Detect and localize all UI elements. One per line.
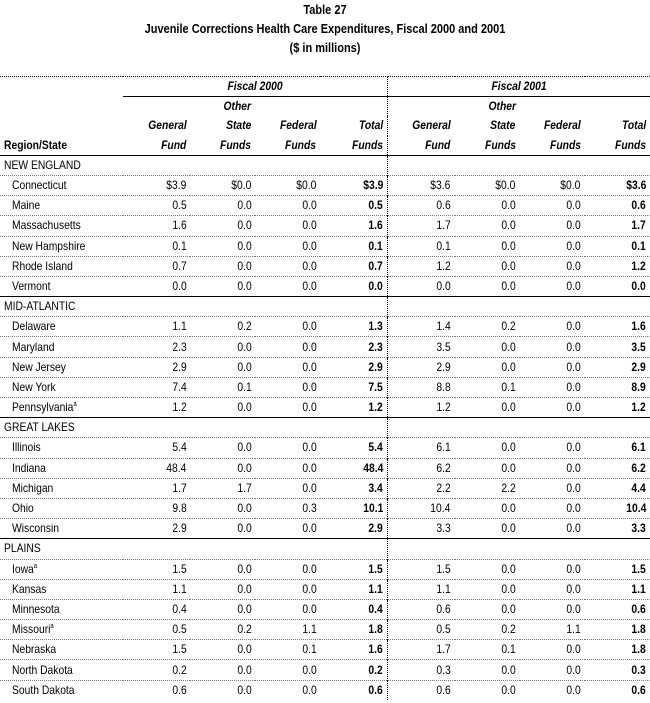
table-cell: 0.2 <box>190 620 255 640</box>
table-cell: 0.6 <box>123 680 190 700</box>
table-cell: 0.5 <box>388 620 455 640</box>
table-cell: 1.1 <box>123 317 190 337</box>
table-cell: 6.1 <box>585 438 650 458</box>
state-name: Massachusetts <box>12 218 81 233</box>
table-cell: 0.0 <box>255 438 320 458</box>
table-cell: 2.2 <box>388 478 455 498</box>
table-header: Fiscal 2000 Fiscal 2001 Other Other General State Federal Total General State Federal Total Region/State Fund Funds Funds Funds Fund Funds Funds Funds <box>0 77 650 156</box>
table-cell: 0.6 <box>388 599 455 619</box>
table-cell: 1.3 <box>320 317 387 337</box>
table-cell: 0.0 <box>520 640 585 660</box>
table-cell: 0.1 <box>190 377 255 397</box>
table-cell: 1.5 <box>388 559 455 579</box>
table-cell: 0.0 <box>190 216 255 236</box>
state-name: North Dakota <box>12 662 73 677</box>
table-cell: $3.9 <box>320 175 387 195</box>
table-row <box>0 620 650 640</box>
table-row <box>0 438 650 458</box>
table-cell: 0.0 <box>190 599 255 619</box>
table-cell: 0.0 <box>255 276 320 296</box>
table-cell: 2.9 <box>585 357 650 377</box>
table-cell: 0.0 <box>455 236 520 256</box>
table-cell: 0.1 <box>320 236 387 256</box>
table-cell: $3.6 <box>388 175 455 195</box>
table-title: Juvenile Corrections Health Care Expenditures, Fiscal 2000 and 2001 <box>144 22 506 36</box>
table-cell: 3.4 <box>320 478 387 498</box>
col-other-2001: Other <box>488 99 516 114</box>
table-cell: 4.4 <box>585 478 650 498</box>
table-cell: 1.2 <box>123 398 190 418</box>
table-row <box>0 579 650 599</box>
table-cell: $0.0 <box>255 175 320 195</box>
table-cell: 1.4 <box>388 317 455 337</box>
state-name: Michigan <box>12 480 54 495</box>
table-cell: 0.7 <box>123 256 190 276</box>
col-total-2001: Total <box>621 118 646 133</box>
table-row <box>0 498 650 518</box>
state-name: Wisconsin <box>12 521 60 536</box>
table-row <box>0 357 650 377</box>
table-cell: 0.0 <box>455 498 520 518</box>
table-cell: 0.6 <box>320 680 387 700</box>
table-cell: 0.0 <box>190 236 255 256</box>
table-cell: 2.9 <box>123 357 190 377</box>
table-cell: 0.2 <box>123 660 190 680</box>
table-cell: $3.9 <box>123 175 190 195</box>
table-cell: 0.0 <box>520 599 585 619</box>
table-cell: 1.6 <box>320 640 387 660</box>
state-name: Iowa <box>12 561 34 576</box>
table-cell: 10.1 <box>320 498 387 518</box>
table-row <box>0 478 650 498</box>
table-cell: 0.4 <box>123 599 190 619</box>
table-cell: 0.0 <box>255 377 320 397</box>
state-name: Connecticut <box>12 178 67 193</box>
table-cell: 0.0 <box>455 579 520 599</box>
table-cell: 1.5 <box>123 640 190 660</box>
table-row <box>0 276 650 296</box>
state-name: South Dakota <box>12 682 75 697</box>
table-row <box>0 559 650 579</box>
table-cell: 0.6 <box>388 680 455 700</box>
region-name: GREAT LAKES <box>4 420 75 435</box>
table-cell: 0.3 <box>255 498 320 518</box>
table-cell: 1.8 <box>585 620 650 640</box>
state-name: New Hampshire <box>12 238 86 253</box>
table-cell: 0.1 <box>255 640 320 660</box>
table-cell: 0.0 <box>123 276 190 296</box>
table-cell: $0.0 <box>520 175 585 195</box>
table-cell: 0.0 <box>255 660 320 680</box>
table-cell: 0.6 <box>585 599 650 619</box>
table-cell: 2.9 <box>123 519 190 539</box>
table-cell: 0.3 <box>388 660 455 680</box>
state-name: New Jersey <box>12 359 66 374</box>
table-cell: 10.4 <box>388 498 455 518</box>
table-cell: 0.5 <box>123 196 190 216</box>
col-other-2000: Other <box>223 99 252 114</box>
table-cell: 1.6 <box>585 317 650 337</box>
footnote-marker: a <box>73 401 77 409</box>
table-cell: 0.0 <box>255 478 320 498</box>
table-cell: 0.0 <box>190 337 255 357</box>
table-cell: 0.3 <box>585 660 650 680</box>
table-cell: 0.0 <box>255 216 320 236</box>
state-name: Minnesota <box>12 601 60 616</box>
table-cell: 0.0 <box>255 256 320 276</box>
expenditures-table <box>0 76 650 700</box>
table-cell: 0.0 <box>190 579 255 599</box>
table-cell: 0.0 <box>190 398 255 418</box>
table-cell: 0.1 <box>455 377 520 397</box>
table-cell: 0.0 <box>455 216 520 236</box>
table-cell: 48.4 <box>123 458 190 478</box>
table-cell: 0.0 <box>455 276 520 296</box>
col-federal-2001: Federal <box>544 118 581 133</box>
col-general-2000: General <box>147 118 187 133</box>
table-cell: 0.0 <box>255 680 320 700</box>
table-cell: 8.9 <box>585 377 650 397</box>
table-cell: 1.2 <box>388 398 455 418</box>
table-cell: 7.4 <box>123 377 190 397</box>
table-cell: 0.6 <box>388 196 455 216</box>
table-row <box>0 398 650 418</box>
region-name: MID-ATLANTIC <box>4 299 76 314</box>
table-cell: $3.6 <box>585 175 650 195</box>
table-cell: 0.0 <box>255 458 320 478</box>
table-cell: 2.9 <box>388 357 455 377</box>
table-cell: 6.2 <box>585 458 650 478</box>
state-name: Ohio <box>12 501 34 516</box>
table-cell: 1.7 <box>123 478 190 498</box>
state-name: Illinois <box>12 440 41 455</box>
table-cell: 0.0 <box>520 256 585 276</box>
table-cell: 0.0 <box>520 317 585 337</box>
state-name: Maryland <box>12 339 55 354</box>
table-cell: 1.1 <box>320 579 387 599</box>
table-cell: 0.0 <box>255 357 320 377</box>
table-cell: 48.4 <box>320 458 387 478</box>
table-cell: 0.0 <box>455 458 520 478</box>
table-cell: 10.4 <box>585 498 650 518</box>
table-cell: 0.1 <box>123 236 190 256</box>
table-cell: 0.0 <box>520 559 585 579</box>
region-name: NEW ENGLAND <box>4 157 81 172</box>
region-name: PLAINS <box>4 541 41 556</box>
table-cell: 0.0 <box>255 559 320 579</box>
table-cell: 0.0 <box>520 579 585 599</box>
col-state-2000: State <box>226 118 252 133</box>
table-body <box>0 155 650 700</box>
region-row <box>0 155 650 175</box>
table-cell: 0.0 <box>455 519 520 539</box>
table-cell: 3.5 <box>388 337 455 357</box>
table-cell: 9.8 <box>123 498 190 518</box>
table-cell: 0.0 <box>190 498 255 518</box>
table-row <box>0 256 650 276</box>
table-row <box>0 660 650 680</box>
table-cell: 0.0 <box>520 498 585 518</box>
table-cell: 0.0 <box>520 377 585 397</box>
table-cell: 2.3 <box>123 337 190 357</box>
table-cell: 1.5 <box>585 559 650 579</box>
table-cell: 0.0 <box>455 438 520 458</box>
table-cell: 2.9 <box>320 357 387 377</box>
table-cell: 3.3 <box>388 519 455 539</box>
table-cell: 0.0 <box>190 357 255 377</box>
table-cell: 5.4 <box>123 438 190 458</box>
table-cell: 6.1 <box>388 438 455 458</box>
state-name: Nebraska <box>12 642 57 657</box>
table-cell: 0.0 <box>455 599 520 619</box>
table-cell: 1.2 <box>388 256 455 276</box>
table-cell: 2.3 <box>320 337 387 357</box>
table-row <box>0 599 650 619</box>
table-cell: 1.1 <box>520 620 585 640</box>
region-row <box>0 418 650 438</box>
table-cell: 0.1 <box>388 236 455 256</box>
table-cell: 0.0 <box>520 196 585 216</box>
col-state-2001: State <box>490 118 516 133</box>
table-row <box>0 196 650 216</box>
table-row <box>0 680 650 700</box>
table-cell: 2.9 <box>320 519 387 539</box>
table-row <box>0 640 650 660</box>
table-cell: 0.2 <box>455 317 520 337</box>
table-cell: 1.8 <box>585 640 650 660</box>
table-cell: 0.0 <box>190 519 255 539</box>
table-cell: 0.0 <box>255 236 320 256</box>
table-cell: 1.2 <box>320 398 387 418</box>
table-cell: 1.1 <box>388 579 455 599</box>
table-cell: 0.0 <box>455 196 520 216</box>
fiscal-2000-header: Fiscal 2000 <box>123 77 387 97</box>
table-cell: 1.8 <box>320 620 387 640</box>
table-cell: 0.0 <box>190 660 255 680</box>
region-row <box>0 539 650 559</box>
table-cell: 1.1 <box>585 579 650 599</box>
table-cell: 1.6 <box>123 216 190 236</box>
state-name: Missouri <box>12 622 51 637</box>
table-cell: 0.0 <box>520 458 585 478</box>
state-name: Rhode Island <box>12 258 73 273</box>
table-cell: 1.6 <box>320 216 387 236</box>
table-cell: 0.0 <box>520 357 585 377</box>
col-region-state: Region/State <box>0 136 123 156</box>
table-row <box>0 337 650 357</box>
table-cell: 1.7 <box>388 216 455 236</box>
table-cell: 0.0 <box>520 680 585 700</box>
table-cell: 1.7 <box>585 216 650 236</box>
table-cell: 3.3 <box>585 519 650 539</box>
table-cell: 0.0 <box>520 236 585 256</box>
table-cell: 0.0 <box>520 337 585 357</box>
state-name: Delaware <box>12 319 56 334</box>
table-row <box>0 458 650 478</box>
table-cell: 0.0 <box>255 196 320 216</box>
table-cell: 1.1 <box>255 620 320 640</box>
table-cell: 1.5 <box>123 559 190 579</box>
table-cell: 0.0 <box>190 640 255 660</box>
state-name: Kansas <box>12 581 47 596</box>
table-cell: 0.7 <box>320 256 387 276</box>
table-cell: 0.1 <box>585 236 650 256</box>
table-cell: 0.0 <box>388 276 455 296</box>
table-cell: 1.1 <box>123 579 190 599</box>
table-cell: 0.0 <box>455 256 520 276</box>
table-row <box>0 236 650 256</box>
table-cell: 0.6 <box>585 196 650 216</box>
state-name: Vermont <box>12 278 51 293</box>
table-cell: 0.0 <box>585 276 650 296</box>
table-cell: 0.2 <box>190 317 255 337</box>
table-cell: 2.2 <box>455 478 520 498</box>
region-row <box>0 297 650 317</box>
fiscal-2001-header: Fiscal 2001 <box>388 77 650 97</box>
table-cell: 0.6 <box>585 680 650 700</box>
table-cell: 0.0 <box>520 660 585 680</box>
table-cell: 0.5 <box>123 620 190 640</box>
table-cell: 0.0 <box>455 337 520 357</box>
table-row <box>0 216 650 236</box>
table-cell: 0.0 <box>520 276 585 296</box>
table-cell: 0.1 <box>455 640 520 660</box>
state-name: Pennsylvania <box>12 400 74 415</box>
table-cell: 8.8 <box>388 377 455 397</box>
table-cell: 0.0 <box>455 680 520 700</box>
table-cell: 0.4 <box>320 599 387 619</box>
table-cell: 1.5 <box>320 559 387 579</box>
table-number: Table 27 <box>303 3 347 17</box>
table-cell: 0.0 <box>320 276 387 296</box>
table-cell: 0.0 <box>255 519 320 539</box>
table-cell: 0.0 <box>190 256 255 276</box>
table-cell: 0.0 <box>520 438 585 458</box>
table-cell: 0.0 <box>190 458 255 478</box>
table-cell: 0.0 <box>190 438 255 458</box>
table-cell: 0.0 <box>190 680 255 700</box>
table-cell: 0.0 <box>520 398 585 418</box>
col-total-2000: Total <box>320 116 387 135</box>
table-cell: $0.0 <box>455 175 520 195</box>
footnote-marker: a <box>33 562 38 570</box>
table-cell: 0.0 <box>455 559 520 579</box>
table-cell: 0.0 <box>190 559 255 579</box>
state-name: Indiana <box>12 460 46 475</box>
table-cell: 0.0 <box>455 660 520 680</box>
table-cell: 0.0 <box>190 196 255 216</box>
table-cell: 0.0 <box>255 599 320 619</box>
table-cell: 0.0 <box>255 398 320 418</box>
col-general-2001: General <box>412 118 451 133</box>
state-name: New York <box>12 379 56 394</box>
table-units: ($ in millions) <box>289 41 361 55</box>
table-cell: 0.0 <box>255 337 320 357</box>
table-cell: 0.0 <box>455 357 520 377</box>
table-cell: 0.2 <box>455 620 520 640</box>
state-name: Maine <box>12 198 41 213</box>
table-cell: 0.5 <box>320 196 387 216</box>
table-cell: 0.0 <box>255 579 320 599</box>
table-cell: 0.0 <box>255 317 320 337</box>
table-row <box>0 377 650 397</box>
table-cell: 0.0 <box>520 519 585 539</box>
table-cell: 1.7 <box>388 640 455 660</box>
table-cell: 5.4 <box>320 438 387 458</box>
table-cell: $0.0 <box>190 175 255 195</box>
table-cell: 7.5 <box>320 377 387 397</box>
col-federal-2000: Federal <box>279 118 317 133</box>
table-cell: 1.2 <box>585 256 650 276</box>
table-cell: 0.0 <box>520 216 585 236</box>
table-cell: 6.2 <box>388 458 455 478</box>
table-row <box>0 175 650 195</box>
table-cell: 0.0 <box>190 276 255 296</box>
table-cell: 1.2 <box>585 398 650 418</box>
footnote-marker: a <box>50 623 54 631</box>
table-cell: 0.2 <box>320 660 387 680</box>
table-title-block <box>39 0 611 57</box>
table-cell: 0.0 <box>520 478 585 498</box>
table-row <box>0 317 650 337</box>
table-cell: 1.7 <box>190 478 255 498</box>
table-cell: 0.0 <box>455 398 520 418</box>
table-cell: 3.5 <box>585 337 650 357</box>
table-row <box>0 519 650 539</box>
